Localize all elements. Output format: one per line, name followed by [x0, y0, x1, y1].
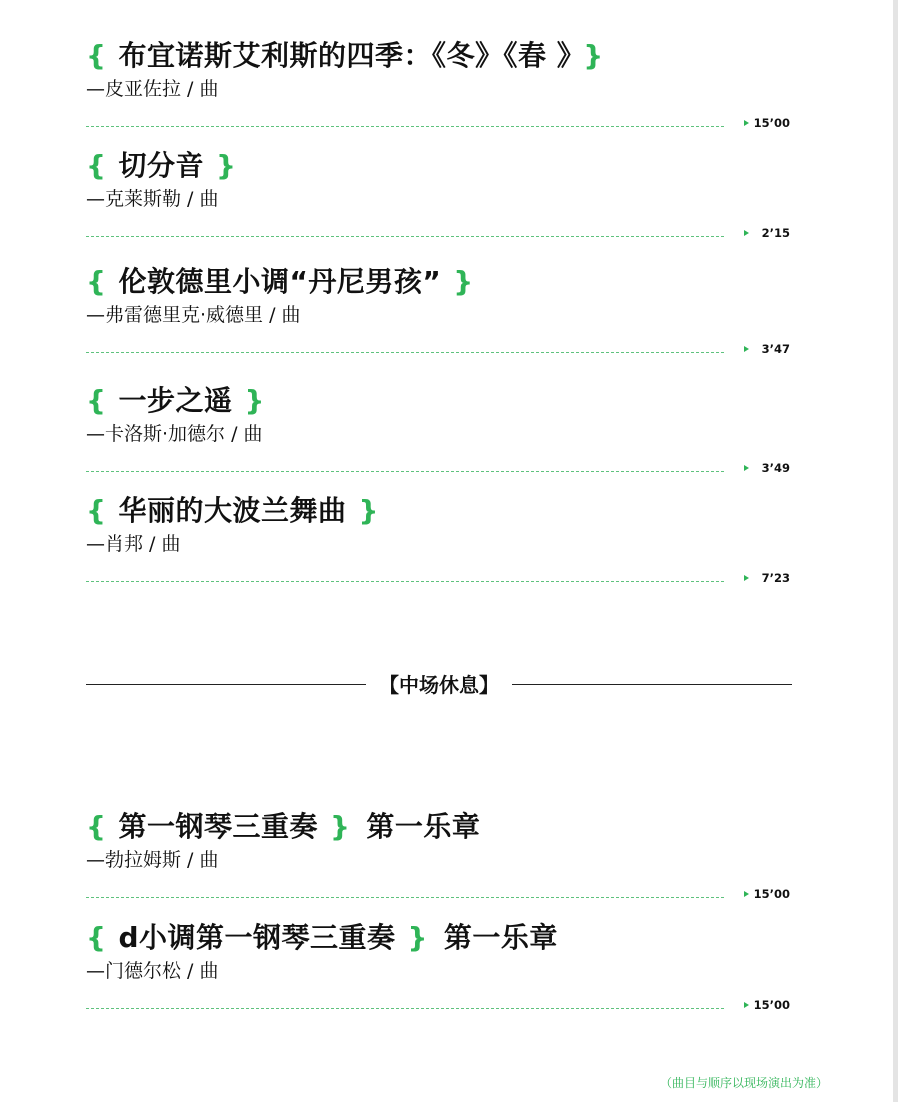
piece-title-line	[86, 381, 265, 421]
piece-title: 布宜诺斯艾利斯的四季：《冬》《春 》	[118, 39, 572, 72]
play-arrow-icon	[744, 891, 749, 897]
close-brace: }	[244, 384, 265, 417]
intermission-label: 【中场休息】	[379, 673, 499, 697]
dotted-leader	[86, 1008, 724, 1009]
dotted-leader	[86, 236, 724, 237]
page-edge	[893, 0, 898, 1102]
close-brace: }	[358, 494, 379, 527]
piece-composer: —肖邦 / 曲	[86, 533, 181, 555]
close-brace: }	[407, 921, 428, 954]
piece-title-line	[86, 491, 379, 531]
piece-duration: 7’23	[761, 571, 790, 585]
close-brace: }	[329, 810, 351, 843]
divider-line-left	[86, 684, 366, 685]
piece-title-line	[86, 918, 558, 958]
piece-title: 一步之遥	[118, 384, 233, 417]
piece-title: 切分音	[118, 149, 204, 182]
play-arrow-icon	[744, 1002, 749, 1008]
close-brace: }	[583, 39, 604, 72]
piece-title: 伦敦德里小调“丹尼男孩”	[118, 265, 442, 298]
piece-composer: —皮亚佐拉 / 曲	[86, 78, 219, 100]
piece-duration: 2’15	[761, 226, 790, 240]
piece-title-line	[86, 807, 480, 847]
piece-composer: —门德尔松 / 曲	[86, 960, 219, 982]
play-arrow-icon	[744, 230, 749, 236]
close-brace: }	[453, 265, 474, 298]
piece-composer: —克莱斯勒 / 曲	[86, 188, 219, 210]
open-brace: {	[86, 810, 107, 843]
piece-duration: 3’47	[761, 342, 790, 356]
program-footnote: （曲目与顺序以现场演出为准）	[659, 1076, 828, 1090]
play-arrow-icon	[744, 575, 749, 581]
piece-title: 华丽的大波兰舞曲	[118, 494, 347, 527]
dotted-leader	[86, 126, 724, 127]
piece-title-line	[86, 262, 474, 302]
piece-duration: 15’00	[753, 998, 790, 1012]
piece-title-line	[86, 146, 236, 186]
piece-title-line	[86, 36, 604, 76]
dotted-leader	[86, 897, 724, 898]
divider-line-right	[512, 684, 792, 685]
piece-duration: 3’49	[761, 461, 790, 475]
open-brace: {	[86, 384, 107, 417]
open-brace: {	[86, 39, 107, 72]
dotted-leader	[86, 471, 724, 472]
piece-title: 第一钢琴三重奏	[118, 810, 318, 843]
open-brace: {	[86, 494, 107, 527]
intermission-divider	[86, 670, 792, 700]
dotted-leader	[86, 581, 724, 582]
play-arrow-icon	[744, 346, 749, 352]
close-brace: }	[215, 149, 237, 182]
piece-duration: 15’00	[753, 887, 790, 901]
open-brace: {	[86, 921, 107, 954]
piece-composer: —弗雷德里克·威德里 / 曲	[86, 304, 301, 326]
play-arrow-icon	[744, 465, 749, 471]
piece-duration: 15’00	[753, 116, 790, 130]
piece-movement: 第一乐章	[366, 810, 481, 843]
piece-title: d小调第一钢琴三重奏	[118, 921, 396, 954]
open-brace: {	[86, 265, 107, 298]
piece-movement: 第一乐章	[443, 921, 558, 954]
open-brace: {	[86, 149, 107, 182]
dotted-leader	[86, 352, 724, 353]
play-arrow-icon	[744, 120, 749, 126]
piece-composer: —卡洛斯·加德尔 / 曲	[86, 423, 263, 445]
piece-composer: —勃拉姆斯 / 曲	[86, 849, 219, 871]
